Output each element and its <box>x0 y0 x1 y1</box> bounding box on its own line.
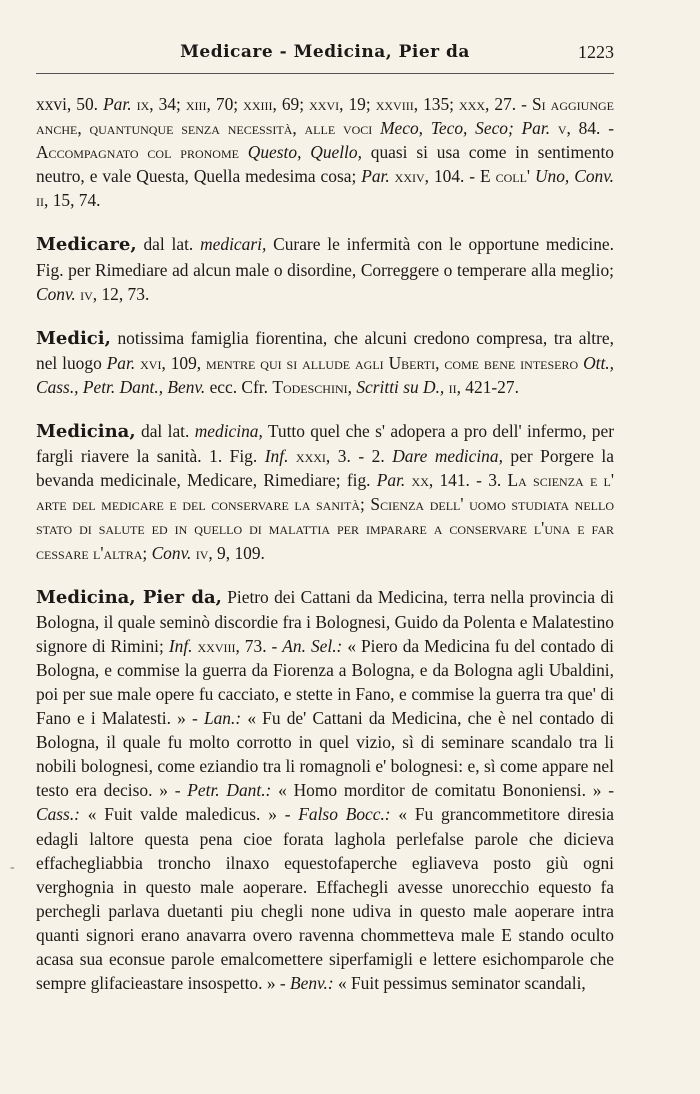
citation: Uno, Conv. <box>534 166 614 187</box>
quotation: « Fu de' Cattani da Medicina, che è nel contado di Bologna, il quale fu molto corrotto in quel vizio, sì di seminare scandalo tra li nobili bolognesi, come eziandio tra li romagnoli e' bolognesi: e, sì come appare nel testo era deciso. » - <box>36 708 615 801</box>
author-name: Todeschini, <box>272 376 352 397</box>
header-rule <box>36 73 614 74</box>
text: xxiv, 104. - E coll' <box>389 166 535 187</box>
text: ii, 421-27. <box>444 376 519 397</box>
quotation: « Fuit pessimus seminator scandali, <box>333 973 586 994</box>
text: iv, 12, 73. <box>75 283 150 304</box>
entry-headword: Medicina, Pier da, <box>36 586 222 608</box>
text: Pietro dei Cattani da Medicina, terra nella provincia di Bologna, il quale seminò discordie fra i Bolognesi, Guido da Polenta e Malatestino signore di Rimini; <box>36 586 614 656</box>
text: xxvi, 50. <box>36 94 104 114</box>
commentator: Benv.: <box>290 973 334 994</box>
text: Tutto quel che s' adopera a pro dell' infermo, per fargli riavere la sanità. 1. Fig. <box>36 421 614 467</box>
text: Curare le infermità con le opportune medicine. Fig. per Rimediare ad alcun male o disordine, Correggere o temperare alla meglio; <box>36 234 614 280</box>
running-head: Medicare - Medicina, Pier da <box>180 42 470 62</box>
entry-medicina-pier-da <box>36 585 614 996</box>
text: xvi, 109, mentre qui si allude agli Uberti, come bene intesero <box>135 352 584 373</box>
commentator: An. Sel.: <box>282 635 343 656</box>
entry-headword: Medicina, <box>36 421 136 443</box>
citation: Conv. <box>36 283 76 304</box>
text: ii, 15, 74. <box>36 190 101 211</box>
text: xxxi, 3. - 2. <box>288 446 393 467</box>
citation: Questo, Quello, <box>247 142 362 163</box>
quotation: « Homo morditor de comitatu Bononiensi. » - <box>271 780 615 801</box>
entry-medicare <box>36 232 614 305</box>
text: dal lat. <box>135 421 195 442</box>
citation: Par. <box>376 470 406 491</box>
text: v, 84. - Accompagnato col pronome <box>36 118 614 163</box>
text: iv, 9, 109. <box>191 542 265 563</box>
citation: Par. <box>106 352 136 373</box>
entry-medici <box>36 326 614 399</box>
text: ecc. Cfr. <box>205 376 273 397</box>
page-number: 1223 <box>578 42 614 62</box>
text: xx, 141. - 3. La scienza e l' arte del medicare e del conservare la sanità; Scienza dell' uomo studiata nello stato di salute ed in quello di malattia per imparare a conservare l'una e far cessare l'altra; <box>36 470 614 563</box>
commentator: Lan.: <box>203 708 242 729</box>
phrase: Dare medicina, <box>392 446 503 467</box>
text: ix, 34; xiii, 70; xxiii, 69; xxvi, 19; xxviii, 135; xxx, 27. - Si aggiunge anche, quantunque senza necessità, alle voci <box>36 94 614 139</box>
citation: Meco, Teco, Seco; Par. <box>380 118 551 139</box>
page-header <box>36 42 614 72</box>
margin-mark: - <box>10 860 15 875</box>
commentator: Falso Bocc.: <box>298 804 391 825</box>
citation: Par. <box>103 94 132 114</box>
entry-headword: Medicare, <box>36 234 137 256</box>
quotation: « Fuit valde maledicus. » - <box>79 804 299 825</box>
citation: Inf. <box>264 446 289 467</box>
entry-headword: Medici, <box>36 327 111 349</box>
quotation: « Fu grancommetitore diresia edagli laltore questa pena cioe forata laghola perlefalse parole che dicieva effachegliabbia troncho ilnaxo equestofaperche egliaveva posto giù ogni verghognia in questo male aoperare. Effachegli avesse unorecchio equesto fa perchegli parlava duetanti piu chegli none udiva in questo male aoperare intra quanti signori erano anavarra overo ravenna chommetteva male E stando oculto acasa sua econsue parole emalcomettere siperfamigli e lettere esichomparole che sempre glifacieastare insospetto. » - <box>36 804 614 994</box>
entry-medicina <box>36 419 614 565</box>
etymon: medicari, <box>200 234 267 255</box>
text: notissima famiglia fiorentina, che alcuni credono compresa, tra altre, nel luogo <box>36 327 614 373</box>
citation: Ott., Cass., Petr. Dant., Benv. <box>36 352 614 397</box>
continuation-paragraph <box>36 92 614 212</box>
citation: Scritti su D., <box>356 376 445 397</box>
text: dal lat. <box>136 234 201 255</box>
commentator: Petr. Dant.: <box>187 780 272 801</box>
commentator: Cass.: <box>36 804 80 825</box>
text: xxviii, 73. - <box>192 635 283 656</box>
page-body <box>36 92 614 995</box>
citation: Conv. <box>151 542 192 563</box>
citation: Par. <box>361 166 390 187</box>
citation: Inf. <box>168 635 193 656</box>
etymon: medicina, <box>194 421 263 442</box>
quotation: « Piero da Medicina fu del contado di Bologna, e commise la guerra da Fiorenza a Bologna, e da Bologna agli Ubaldini, poi per sue male opere fu cacciato, e stette in Fano, e commise la guerra tra que' di Fano e i Malatesti. » - <box>36 635 614 729</box>
text: per Porgere la bevanda medicinale, Medicare, Rimediare; fig. <box>36 446 614 491</box>
text: quasi si usa come in sentimento neutro, e vale Questa, Quella medesima cosa; <box>36 142 614 187</box>
